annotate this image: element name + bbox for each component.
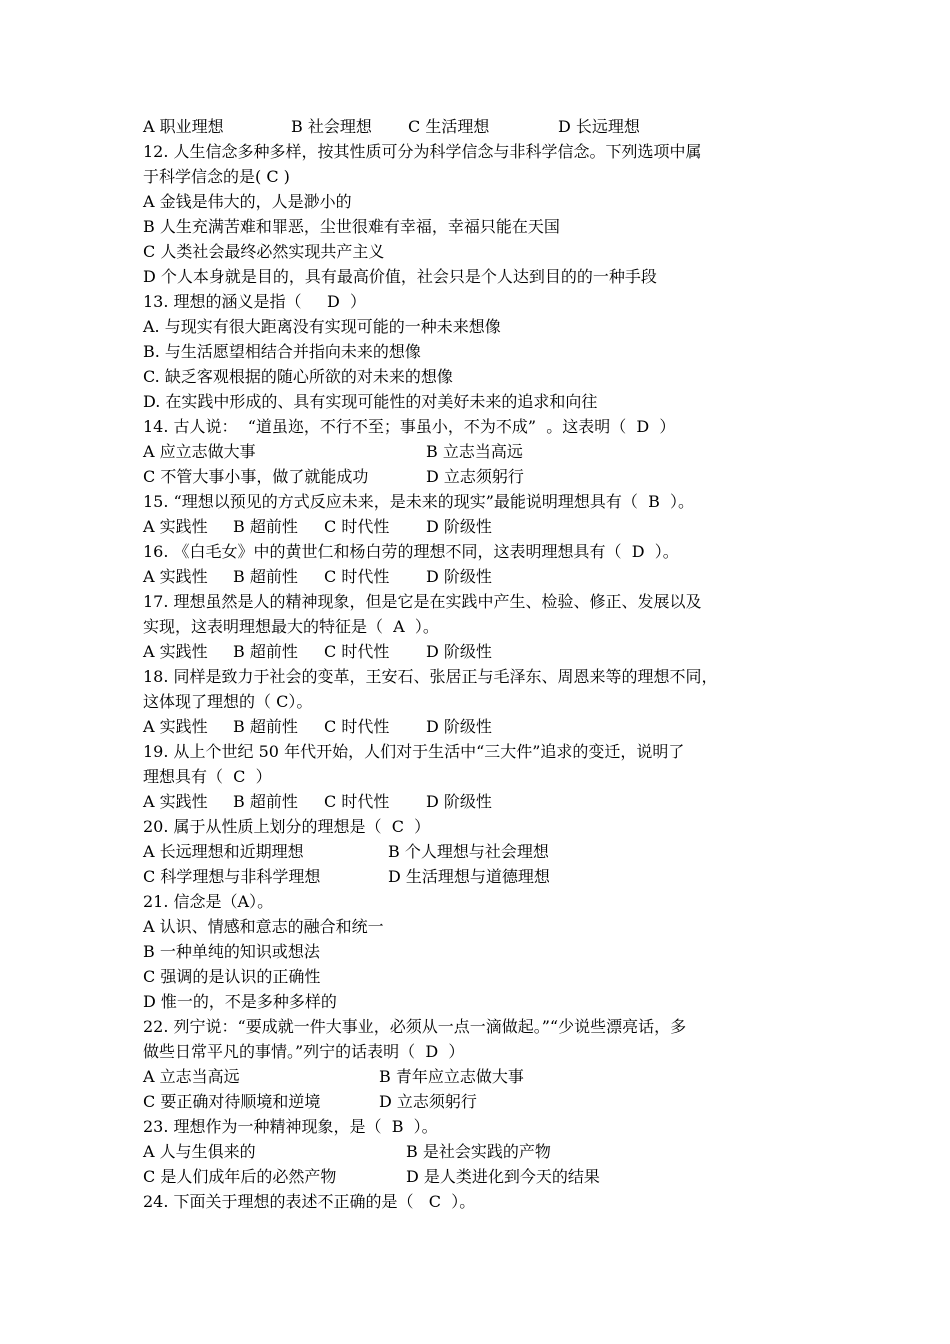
option-item: D 立志须躬行 xyxy=(379,1092,477,1111)
option-item: A 职业理想 xyxy=(143,117,224,136)
options-line xyxy=(143,789,823,814)
option-item: B 立志当高远 xyxy=(426,442,523,461)
option-item: A 实践性 xyxy=(143,517,208,536)
options-line xyxy=(143,864,823,889)
text-line: 19. 从上个世纪 50 年代开始，人们对于生活中“三大件”追求的变迁，说明了 xyxy=(143,742,685,761)
options-line xyxy=(143,514,823,539)
text-line: 14. 古人说： “道虽迩，不行不至；事虽小，不为不成” 。这表明（ D ） xyxy=(143,417,676,436)
options-line xyxy=(143,439,823,464)
options-line xyxy=(143,464,823,489)
text-line: 做些日常平凡的事情。”列宁的话表明（ D ） xyxy=(143,1042,465,1061)
text-line: 12. 人生信念多种多样，按其性质可分为科学信念与非科学信念。下列选项中属 xyxy=(143,142,702,161)
option-item: A 立志当高远 xyxy=(143,1067,240,1086)
option-item: A 实践性 xyxy=(143,642,208,661)
option-item: B 超前性 xyxy=(233,642,298,661)
options-line xyxy=(143,639,823,664)
text-line: A. 与现实有很大距离没有实现可能的一种未来想像 xyxy=(143,317,501,336)
option-item: B 超前性 xyxy=(233,792,298,811)
option-item: A 长远理想和近期理想 xyxy=(143,842,304,861)
text-line: 16. 《白毛女》中的黄世仁和杨白劳的理想不同，这表明理想具有（ D ）。 xyxy=(143,542,679,561)
text-line: 实现，这表明理想最大的特征是（ A ）。 xyxy=(143,617,439,636)
option-item: C 是人们成年后的必然产物 xyxy=(143,1167,337,1186)
text-line: B. 与生活愿望相结合并指向未来的想像 xyxy=(143,342,421,361)
text-line: 理想具有（ C ） xyxy=(143,767,272,786)
options-line xyxy=(143,1064,823,1089)
text-line: B 人生充满苦难和罪恶，尘世很难有幸福，幸福只能在天国 xyxy=(143,217,560,236)
option-item: A 实践性 xyxy=(143,567,208,586)
text-line: D 个人本身就是目的，具有最高价值，社会只是个人达到目的的一种手段 xyxy=(143,267,657,286)
text-line: C 强调的是认识的正确性 xyxy=(143,967,321,986)
text-line: C 人类社会最终必然实现共产主义 xyxy=(143,242,385,261)
option-item: C 时代性 xyxy=(324,717,390,736)
option-item: D 阶级性 xyxy=(426,567,492,586)
option-item: B 社会理想 xyxy=(291,117,372,136)
text-line: 20. 属于从性质上划分的理想是（ C ） xyxy=(143,817,431,836)
option-item: C 科学理想与非科学理想 xyxy=(143,867,321,886)
option-item: A 实践性 xyxy=(143,792,208,811)
option-item: B 个人理想与社会理想 xyxy=(388,842,549,861)
text-line: 22. 列宁说：“要成就一件大事业，必须从一点一滴做起。”“少说些漂亮话，多 xyxy=(143,1017,687,1036)
options-line xyxy=(143,114,823,139)
option-item: B 超前性 xyxy=(233,717,298,736)
text-line: B 一种单纯的知识或想法 xyxy=(143,942,320,961)
text-line: 21. 信念是（A）。 xyxy=(143,892,274,911)
text-line: A 金钱是伟大的，人是渺小的 xyxy=(143,192,352,211)
option-item: C 时代性 xyxy=(324,792,390,811)
option-item: A 应立志做大事 xyxy=(143,442,256,461)
options-line xyxy=(143,1139,823,1164)
option-item: A 实践性 xyxy=(143,717,208,736)
option-item: D 立志须躬行 xyxy=(426,467,524,486)
text-line: 这体现了理想的（ C）。 xyxy=(143,692,313,711)
text-line: D 惟一的，不是多种多样的 xyxy=(143,992,337,1011)
option-item: D 生活理想与道德理想 xyxy=(388,867,550,886)
option-item: D 是人类进化到今天的结果 xyxy=(406,1167,600,1186)
option-item: C 要正确对待顺境和逆境 xyxy=(143,1092,321,1111)
option-item: C 时代性 xyxy=(324,642,390,661)
option-item: D 长远理想 xyxy=(558,117,640,136)
text-line: 于科学信念的是( C ) xyxy=(143,167,290,186)
options-line xyxy=(143,1089,823,1114)
text-line: D. 在实践中形成的、具有实现可能性的对美好未来的追求和向往 xyxy=(143,392,598,411)
option-item: B 超前性 xyxy=(233,517,298,536)
text-line: C. 缺乏客观根据的随心所欲的对未来的想像 xyxy=(143,367,453,386)
document-page xyxy=(143,114,823,1214)
option-item: C 时代性 xyxy=(324,517,390,536)
option-item: D 阶级性 xyxy=(426,792,492,811)
option-item: C 时代性 xyxy=(324,567,390,586)
option-item: D 阶级性 xyxy=(426,717,492,736)
text-line: 15. “理想以预见的方式反应未来，是未来的现实”最能说明理想具有（ B ）。 xyxy=(143,492,694,511)
text-line: 24. 下面关于理想的表述不正确的是（ C ）。 xyxy=(143,1192,476,1211)
options-line xyxy=(143,564,823,589)
text-line: 23. 理想作为一种精神现象，是（ B ）。 xyxy=(143,1117,438,1136)
text-line: 17. 理想虽然是人的精神现象，但是它是在实践中产生、检验、修正、发展以及 xyxy=(143,592,702,611)
options-line xyxy=(143,839,823,864)
option-item: D 阶级性 xyxy=(426,517,492,536)
option-item: B 是社会实践的产物 xyxy=(406,1142,551,1161)
option-item: A 人与生俱来的 xyxy=(143,1142,256,1161)
option-item: C 生活理想 xyxy=(408,117,490,136)
option-item: D 阶级性 xyxy=(426,642,492,661)
option-item: B 超前性 xyxy=(233,567,298,586)
options-line xyxy=(143,714,823,739)
options-line xyxy=(143,1164,823,1189)
text-line: A 认识、情感和意志的融合和统一 xyxy=(143,917,384,936)
text-line: 18. 同样是致力于社会的变革，王安石、张居正与毛泽东、周恩来等的理想不同， xyxy=(143,667,718,686)
option-item: C 不管大事小事，做了就能成功 xyxy=(143,467,369,486)
option-item: B 青年应立志做大事 xyxy=(379,1067,524,1086)
text-line: 13. 理想的涵义是指（ D ） xyxy=(143,292,366,311)
